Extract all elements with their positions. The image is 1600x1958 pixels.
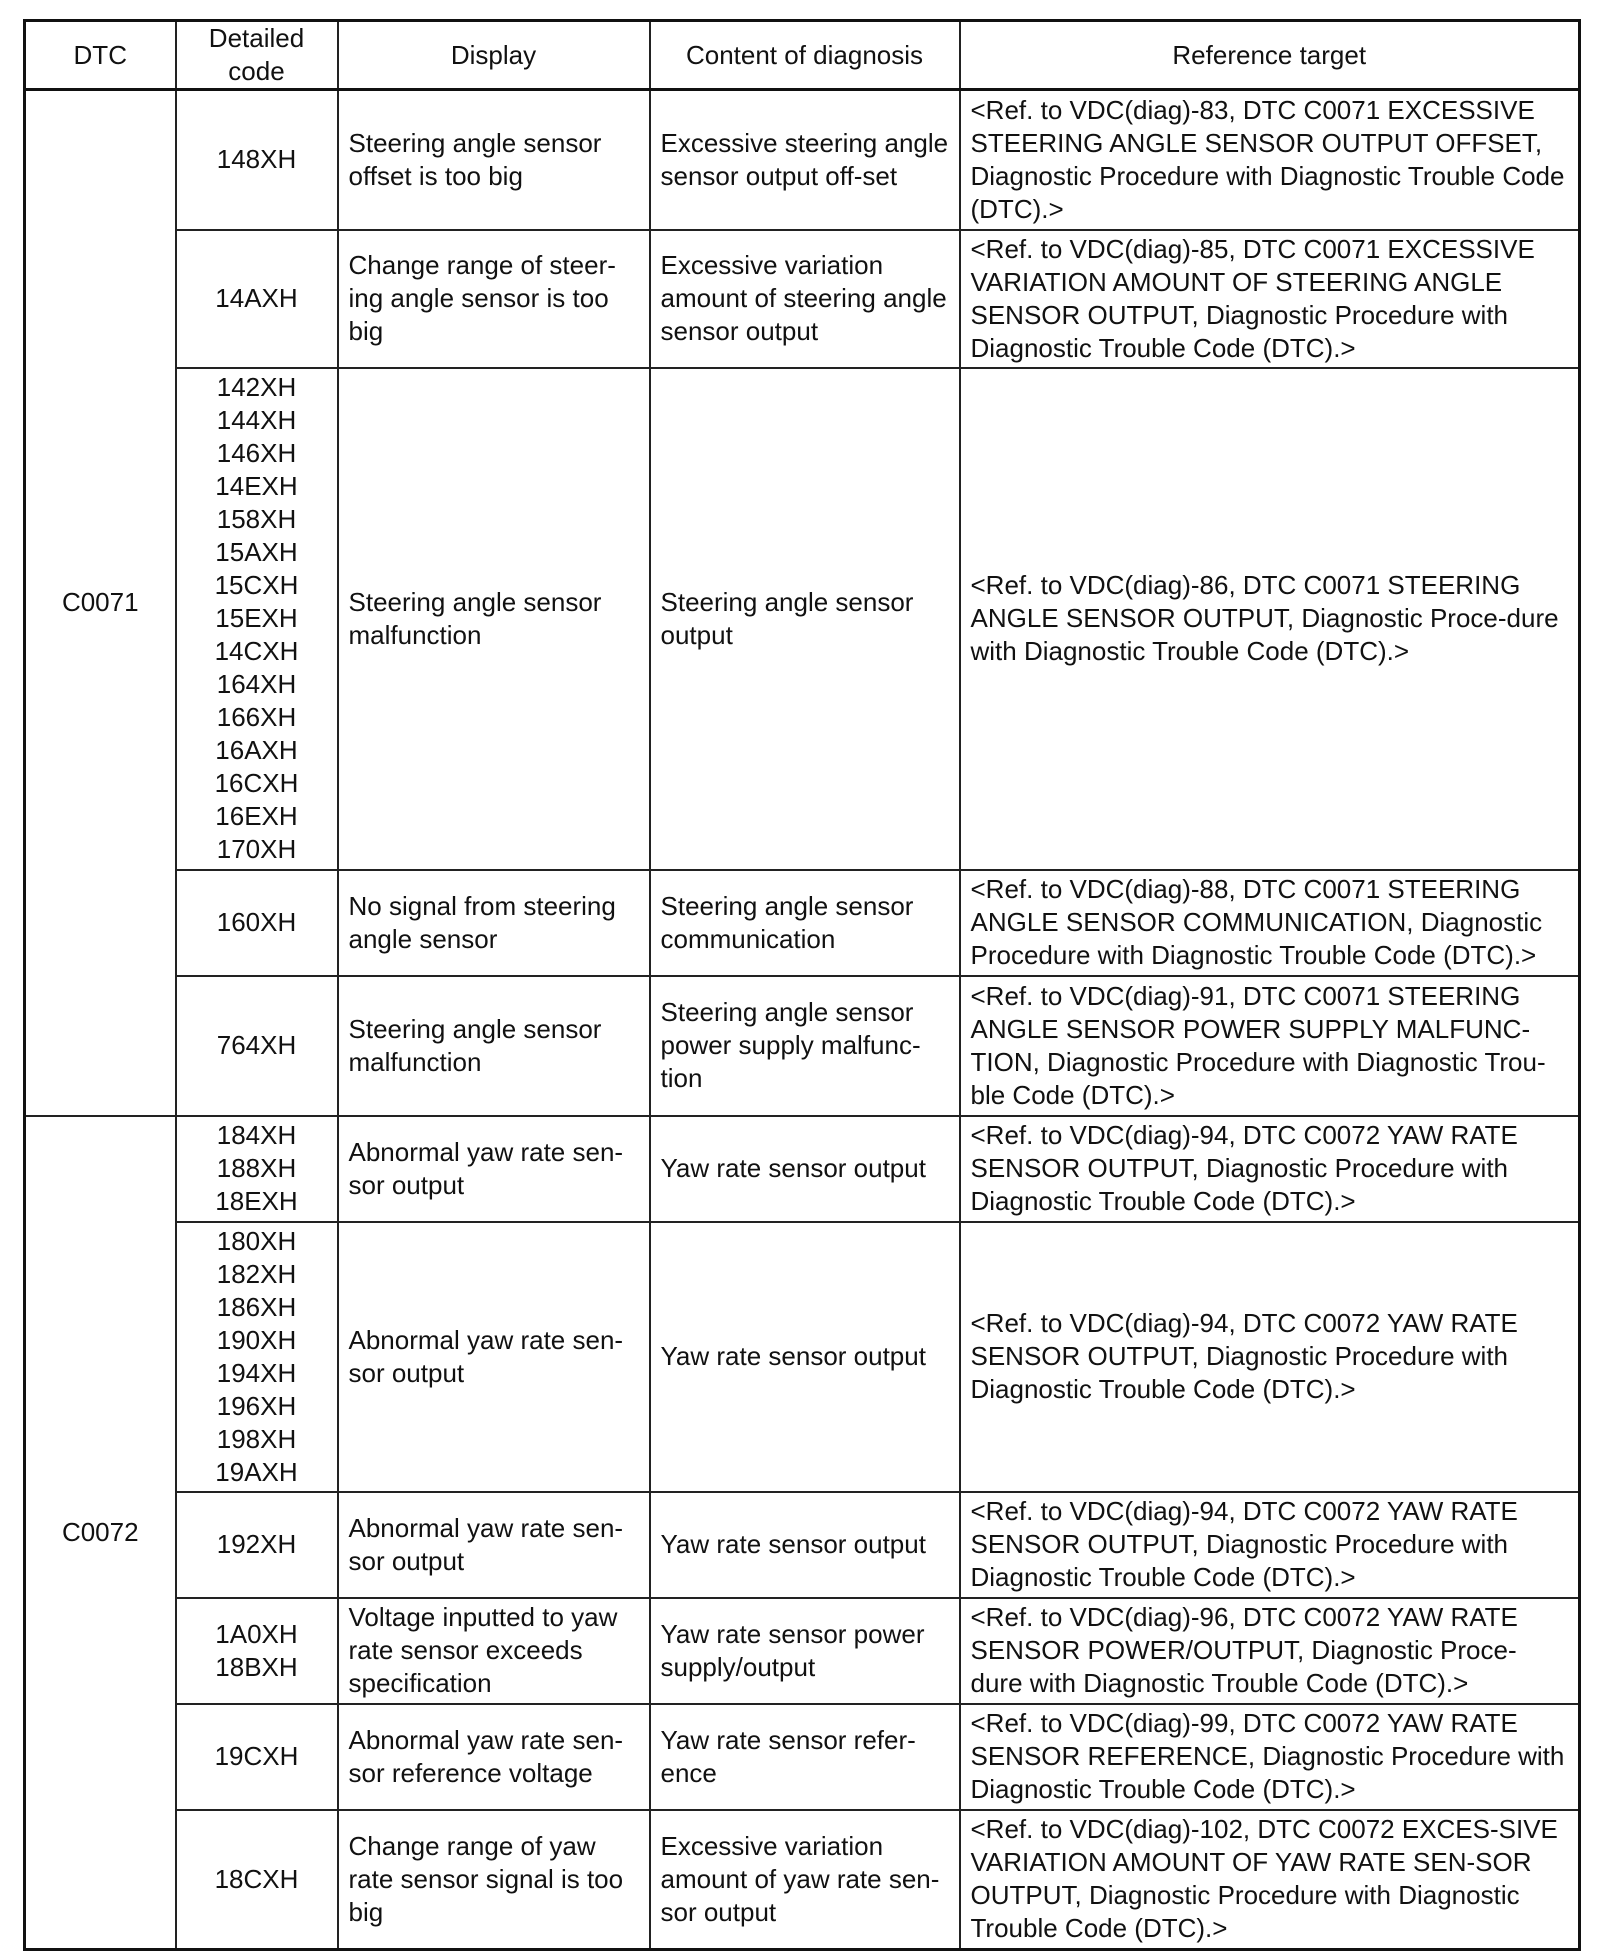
- table-row: [25, 1116, 1580, 1222]
- detailed-code: 15EXH: [215, 603, 298, 633]
- display-cell: Abnormal yaw rate sen-sor output: [338, 1492, 650, 1598]
- detailed-code: 188XH: [216, 1153, 297, 1183]
- table-row: [25, 90, 1580, 230]
- table-body: [25, 90, 1580, 1950]
- reference-target-cell: <Ref. to VDC(diag)-91, DTC C0071 STEERING ANGLE SENSOR POWER SUPPLY MALFUNC-TION, Diagnostic Procedure with Diagnostic Trou-ble Code (DTC).>: [960, 976, 1580, 1116]
- detailed-code: 164XH: [216, 669, 297, 699]
- detailed-code: 186XH: [216, 1291, 297, 1322]
- content-of-diagnosis-cell: Yaw rate sensor output: [650, 1492, 960, 1598]
- detailed-code: 18EXH: [215, 1186, 298, 1216]
- reference-target-cell: <Ref. to VDC(diag)-83, DTC C0071 EXCESSIVE STEERING ANGLE SENSOR OUTPUT OFFSET, Diagnostic Procedure with Diagnostic Trouble Code (DTC).>: [960, 90, 1580, 230]
- detailed-code: 190XH: [216, 1324, 297, 1355]
- detailed-code: 142XH: [216, 372, 297, 402]
- display-cell: No signal from steering angle sensor: [338, 870, 650, 976]
- detailed-code-cell: [176, 1116, 338, 1222]
- column-header-detailed-code: Detailed code: [176, 21, 338, 90]
- detailed-code: 184XH: [216, 1120, 297, 1150]
- content-of-diagnosis-cell: Steering angle sensor power supply malfunc-tion: [650, 976, 960, 1116]
- display-cell: Change range of steer-ing angle sensor is too big: [338, 230, 650, 368]
- detailed-code-cell: [176, 1492, 338, 1598]
- detailed-code-cell: [176, 1704, 338, 1810]
- detailed-code: 166XH: [216, 702, 297, 732]
- detailed-code: 14AXH: [215, 283, 298, 313]
- table-row: [25, 870, 1580, 976]
- reference-target-cell: <Ref. to VDC(diag)-88, DTC C0071 STEERING ANGLE SENSOR COMMUNICATION, Diagnostic Procedure with Diagnostic Trouble Code (DTC).>: [960, 870, 1580, 976]
- detailed-code: 16EXH: [215, 801, 298, 831]
- content-of-diagnosis-cell: Excessive steering angle sensor output off-set: [650, 90, 960, 230]
- display-cell: Abnormal yaw rate sen-sor output: [338, 1116, 650, 1222]
- content-of-diagnosis-cell: Yaw rate sensor refer-ence: [650, 1704, 960, 1810]
- detailed-code-cell: [176, 1222, 338, 1492]
- column-header-reference-target: Reference target: [960, 21, 1580, 90]
- table-row: [25, 230, 1580, 368]
- reference-target-cell: <Ref. to VDC(diag)-86, DTC C0071 STEERING ANGLE SENSOR OUTPUT, Diagnostic Proce-dure with Diagnostic Trouble Code (DTC).>: [960, 368, 1580, 870]
- table-row: [25, 1492, 1580, 1598]
- detailed-code: 158XH: [216, 504, 297, 534]
- detailed-code: 1A0XH: [215, 1618, 298, 1649]
- detailed-code: 196XH: [216, 1390, 297, 1421]
- detailed-code: 146XH: [216, 438, 297, 468]
- detailed-code: 192XH: [216, 1529, 297, 1559]
- detailed-code-cell: [176, 870, 338, 976]
- display-cell: Steering angle sensor malfunction: [338, 368, 650, 870]
- content-of-diagnosis-cell: Excessive variation amount of steering angle sensor output: [650, 230, 960, 368]
- content-of-diagnosis-cell: Steering angle sensor communication: [650, 870, 960, 976]
- column-header-display: Display: [338, 21, 650, 90]
- detailed-code: 14EXH: [215, 471, 298, 501]
- detailed-code: 148XH: [216, 144, 297, 175]
- content-of-diagnosis-cell: Steering angle sensor output: [650, 368, 960, 870]
- table-row: [25, 976, 1580, 1116]
- table-row: [25, 1704, 1580, 1810]
- reference-target-cell: <Ref. to VDC(diag)-94, DTC C0072 YAW RATE SENSOR OUTPUT, Diagnostic Procedure with Diagnostic Trouble Code (DTC).>: [960, 1116, 1580, 1222]
- detailed-code: 194XH: [216, 1357, 297, 1388]
- table-header: [25, 21, 1580, 90]
- reference-target-cell: <Ref. to VDC(diag)-94, DTC C0072 YAW RATE SENSOR OUTPUT, Diagnostic Procedure with Diagnostic Trouble Code (DTC).>: [960, 1222, 1580, 1492]
- reference-target-cell: <Ref. to VDC(diag)-96, DTC C0072 YAW RATE SENSOR POWER/OUTPUT, Diagnostic Proce-dure with Diagnostic Trouble Code (DTC).>: [960, 1598, 1580, 1704]
- detailed-code: 14CXH: [214, 636, 299, 666]
- detailed-code-cell: [176, 1810, 338, 1950]
- reference-target-cell: <Ref. to VDC(diag)-94, DTC C0072 YAW RATE SENSOR OUTPUT, Diagnostic Procedure with Diagnostic Trouble Code (DTC).>: [960, 1492, 1580, 1598]
- display-cell: Change range of yaw rate sensor signal is too big: [338, 1810, 650, 1950]
- display-cell: Steering angle sensor offset is too big: [338, 90, 650, 230]
- detailed-code-cell: [176, 976, 338, 1116]
- detailed-code: 15AXH: [215, 537, 298, 567]
- content-of-diagnosis-cell: Excessive variation amount of yaw rate sen-sor output: [650, 1810, 960, 1950]
- detailed-code: 16CXH: [214, 768, 299, 798]
- detailed-code: 170XH: [216, 834, 297, 864]
- content-of-diagnosis-cell: Yaw rate sensor output: [650, 1116, 960, 1222]
- table-row: [25, 1598, 1580, 1704]
- detailed-code-cell: [176, 90, 338, 230]
- reference-target-cell: <Ref. to VDC(diag)-99, DTC C0072 YAW RATE SENSOR REFERENCE, Diagnostic Procedure with Diagnostic Trouble Code (DTC).>: [960, 1704, 1580, 1810]
- display-cell: Steering angle sensor malfunction: [338, 976, 650, 1116]
- detailed-code: 19AXH: [215, 1456, 298, 1487]
- detailed-code-cell: [176, 230, 338, 368]
- detailed-code: 18CXH: [214, 1863, 299, 1894]
- detailed-code: 144XH: [216, 405, 297, 435]
- detailed-code-cell: [176, 368, 338, 870]
- detailed-code: 182XH: [216, 1258, 297, 1289]
- dtc-table: [23, 19, 1581, 1951]
- display-cell: Abnormal yaw rate sen-sor reference voltage: [338, 1704, 650, 1810]
- column-header-content-of-diagnosis: Content of diagnosis: [650, 21, 960, 90]
- dtc-cell: C0072: [25, 1116, 176, 1950]
- display-cell: Voltage inputted to yaw rate sensor exceeds specification: [338, 1598, 650, 1704]
- detailed-code: 160XH: [216, 907, 297, 937]
- reference-target-cell: <Ref. to VDC(diag)-85, DTC C0071 EXCESSIVE VARIATION AMOUNT OF STEERING ANGLE SENSOR OUTPUT, Diagnostic Procedure with Diagnostic Trouble Code (DTC).>: [960, 230, 1580, 368]
- detailed-code: 19CXH: [214, 1741, 299, 1771]
- display-cell: Abnormal yaw rate sen-sor output: [338, 1222, 650, 1492]
- detailed-code: 764XH: [216, 1030, 297, 1060]
- detailed-code-cell: [176, 1598, 338, 1704]
- table-row: [25, 1810, 1580, 1950]
- detailed-code: 16AXH: [215, 735, 298, 765]
- table-row: [25, 368, 1580, 870]
- detailed-code: 198XH: [216, 1423, 297, 1454]
- column-header-dtc: DTC: [25, 21, 176, 90]
- table-row: [25, 1222, 1580, 1492]
- reference-target-cell: <Ref. to VDC(diag)-102, DTC C0072 EXCES-SIVE VARIATION AMOUNT OF YAW RATE SEN-SOR OUTPUT, Diagnostic Procedure with Diagnostic Trouble Code (DTC).>: [960, 1810, 1580, 1950]
- detailed-code: 180XH: [216, 1225, 297, 1256]
- content-of-diagnosis-cell: Yaw rate sensor power supply/output: [650, 1598, 960, 1704]
- content-of-diagnosis-cell: Yaw rate sensor output: [650, 1222, 960, 1492]
- detailed-code: 15CXH: [214, 570, 299, 600]
- detailed-code: 18BXH: [215, 1651, 298, 1682]
- dtc-cell: C0071: [25, 90, 176, 1116]
